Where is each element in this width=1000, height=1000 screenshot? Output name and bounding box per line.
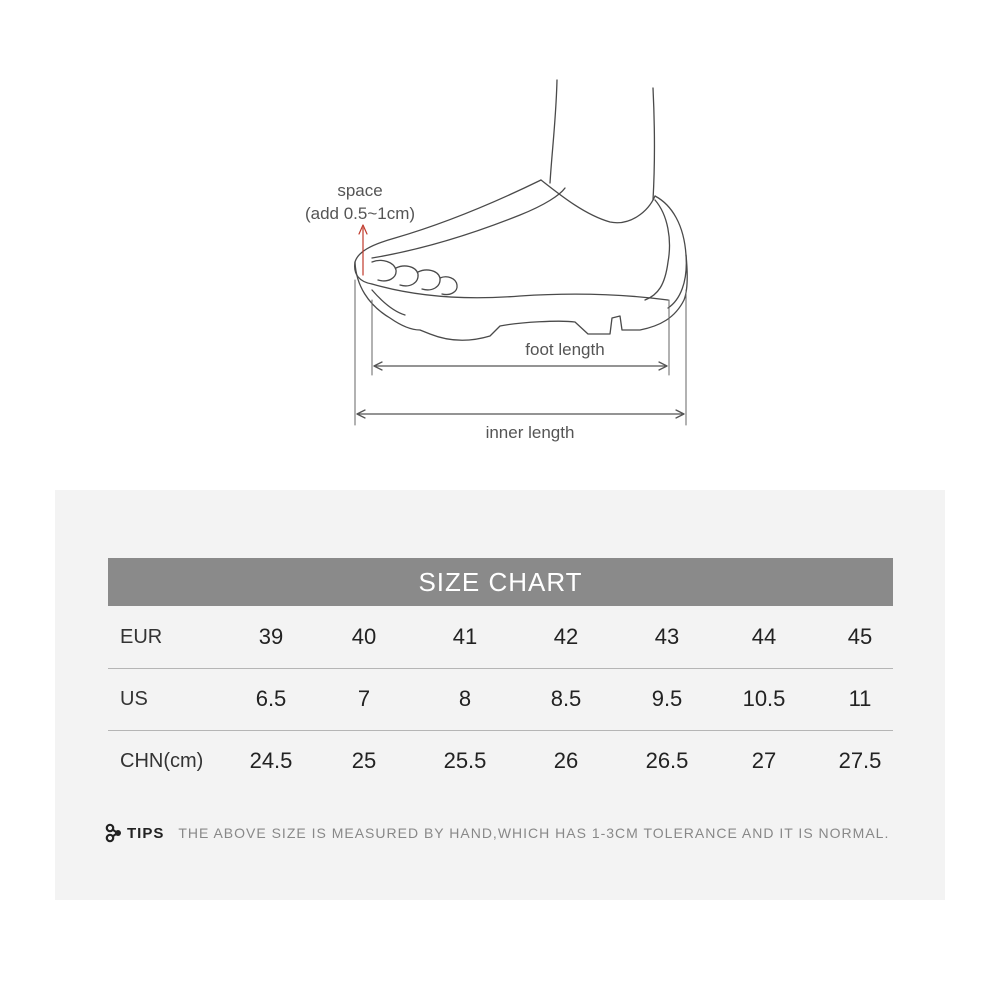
leg-outline-back	[653, 88, 655, 200]
tips-label: TIPS	[127, 824, 165, 842]
row-label: EUR	[120, 626, 163, 648]
size-cell: 6.5	[255, 686, 287, 711]
size-chart-title: SIZE CHART	[108, 558, 893, 606]
foot-length-label: foot length	[525, 340, 605, 359]
shoe-heel	[655, 196, 686, 308]
size-cell: 41	[452, 624, 478, 649]
toe-1	[372, 260, 396, 280]
link-icon	[105, 823, 123, 843]
size-cell: 9.5	[651, 686, 683, 711]
size-cell: 26	[553, 748, 579, 773]
size-cell: 45	[847, 624, 873, 649]
size-cell: 42	[553, 624, 579, 649]
foot-heel	[645, 200, 669, 300]
size-cell: 43	[654, 624, 680, 649]
size-cell: 7	[357, 686, 371, 711]
space-label: space	[337, 181, 383, 200]
size-cell: 26.5	[645, 748, 689, 773]
size-cell: 8.5	[550, 686, 582, 711]
size-chart-panel	[55, 490, 945, 900]
foot-sole	[372, 284, 668, 300]
size-row-eur	[108, 606, 893, 669]
inner-length-label: inner length	[485, 423, 575, 442]
shoe-size-diagram	[0, 0, 1000, 470]
toe-4	[440, 277, 457, 295]
shoe-illustration	[0, 0, 1000, 470]
size-cell: 27.5	[838, 748, 882, 773]
size-cell: 25	[351, 748, 377, 773]
tips-note	[105, 820, 889, 846]
shoe-collar	[541, 180, 655, 223]
leg-outline	[550, 80, 557, 183]
size-cell: 8	[458, 686, 472, 711]
size-row-us	[108, 668, 893, 731]
size-cell: 24.5	[249, 748, 293, 773]
toe-2	[396, 266, 418, 286]
size-cell: 27	[751, 748, 777, 773]
size-cell: 10.5	[742, 686, 786, 711]
row-label: US	[120, 688, 148, 710]
outsole	[355, 255, 687, 340]
toe-3	[418, 270, 440, 290]
size-cell: 25.5	[443, 748, 487, 773]
row-label: CHN(cm)	[120, 750, 204, 772]
size-cell: 39	[258, 624, 284, 649]
tips-text: THE ABOVE SIZE IS MEASURED BY HAND,WHICH HAS 1-3CM TOLERANCE AND IT IS NORMAL.	[178, 825, 890, 841]
size-cell: 40	[351, 624, 377, 649]
size-row-chn	[108, 730, 893, 792]
space-note: (add 0.5~1cm)	[304, 204, 416, 223]
size-cell: 44	[751, 624, 777, 649]
outsole-inner	[372, 290, 405, 315]
size-cell: 11	[848, 686, 872, 711]
